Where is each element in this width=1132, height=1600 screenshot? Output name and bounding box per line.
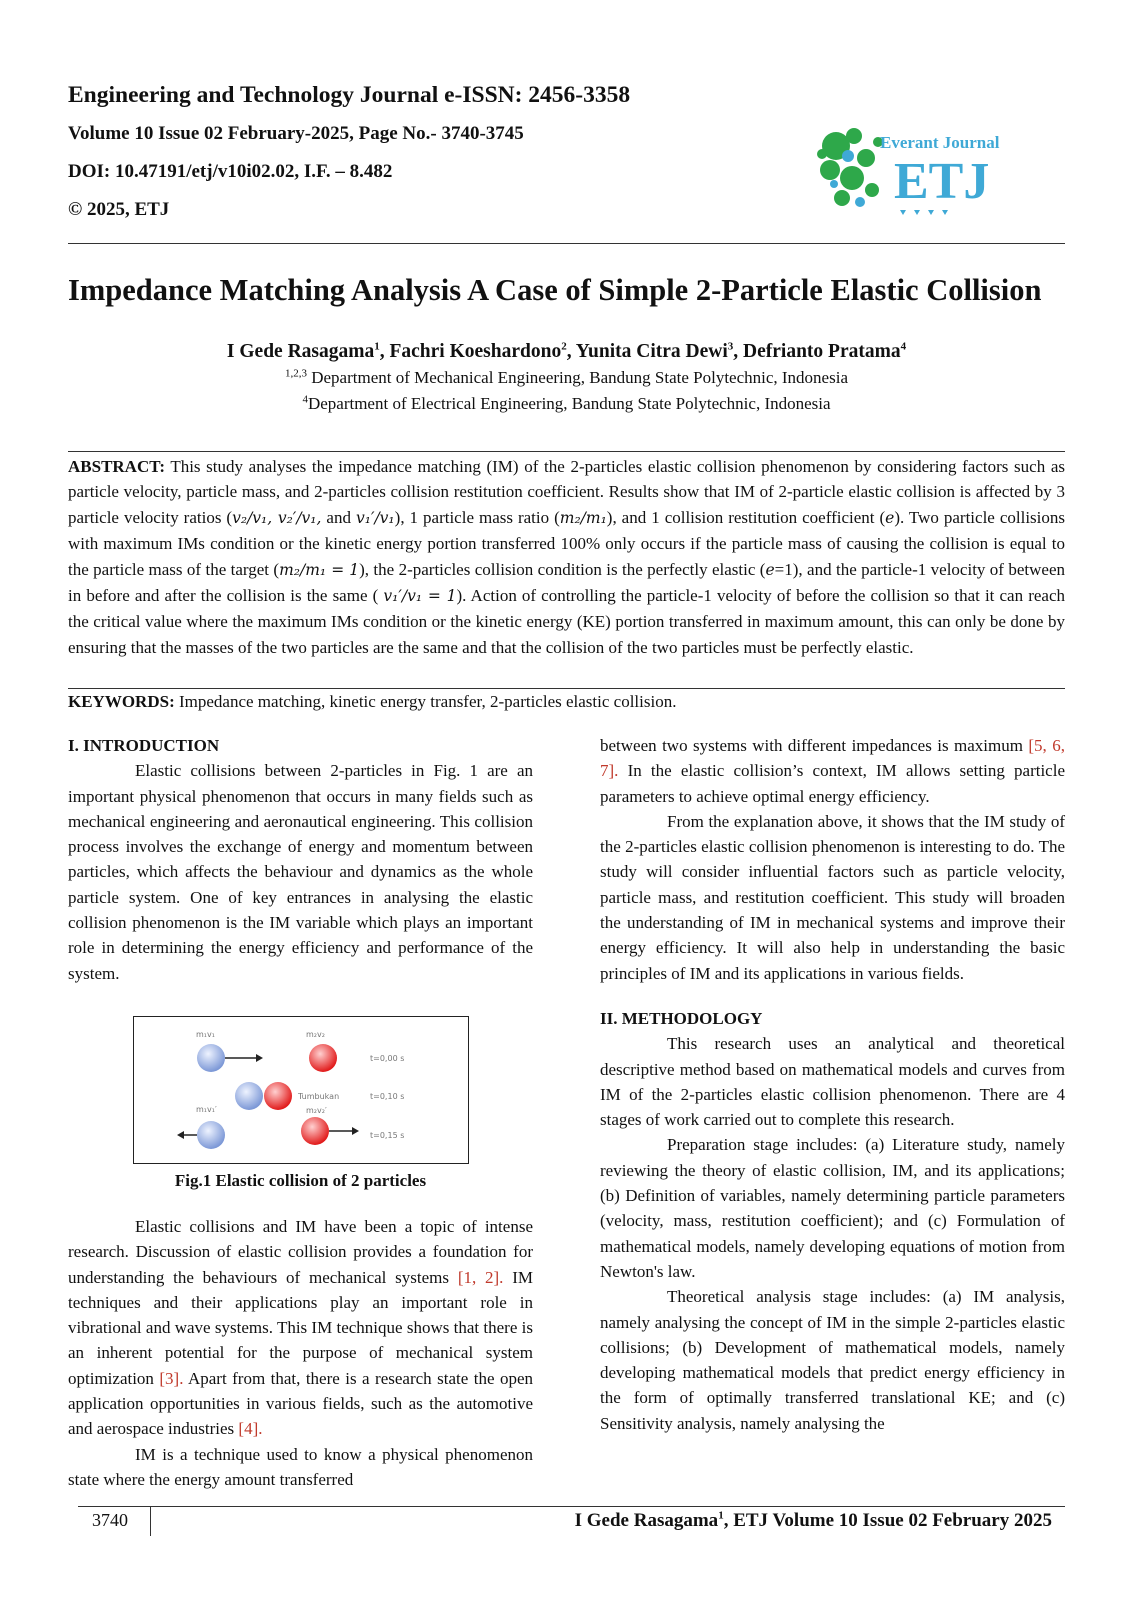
label-m1v1: m₁v₁ [196,1030,215,1039]
abstract-top-rule [68,451,1065,452]
logo-wordmark: ETJ [894,153,990,210]
svg-text:t=0,00 s: t=0,00 s [370,1054,405,1063]
citation-link[interactable]: [4]. [238,1419,263,1439]
figure-1 [133,1016,469,1164]
footer-divider [150,1506,151,1536]
journal-header [68,80,768,223]
paragraph: Theoretical analysis stage includes: (a) IM analysis, namely analysing the concept of IM in the simple 2-particles elastic collisions; (b) Development of mathematical models, namely developing mathematical models that predict energy efficiency in the form of optimally transferred translational KE; and (c) Sensitivity analysis, namely analysing the [600,1287,1065,1433]
citation-link[interactable]: [1, 2]. [457,1267,504,1287]
logo-tagline: Everant Journal [880,133,1000,152]
paragraph: between two systems with different impedances is maximum [5, 6, 7]. In the elastic collision’s context, IM allows setting particle parameters to achieve optimal energy efficiency. [600,736,1065,806]
svg-text:t=0,10 s: t=0,10 s [370,1092,405,1101]
figure-caption: Fig.1 Elastic collision of 2 particles [174,1171,427,1190]
page-number: 3740 [92,1510,128,1530]
abstract-bottom-rule [68,688,1065,689]
particle-1-before [197,1044,225,1072]
citation-link[interactable]: [3]. [159,1368,184,1388]
paragraph: Elastic collisions between 2-particles in Fig. 1 are an important physical phenomenon that occurs in many fields such as mechanical engineering and aeronautical engineering. This collision process involves the exchange of energy and momentum between particles, which affects the behaviour and dynamics as the whole particle system. One of key entrances in analysing the elastic collision phenomenon is the IM variable which plays an important role in determining the energy efficiency and performance of the system. [68,761,533,983]
running-footer: I Gede Rasagama$^1$, ETJ Volume 10 Issue 02 February 2025 [574,1509,1052,1531]
section-heading-methodology: II. METHODOLOGY [600,1008,763,1028]
collision-diagram [134,1017,468,1163]
svg-text:m₂v₂′: m₂v₂′ [306,1106,327,1115]
section-heading-introduction: I. INTRODUCTION [68,736,220,755]
svg-text:m₂v₂: m₂v₂ [306,1030,325,1039]
affiliation-1: $^{1,2,3}$ Department of Mechanical Engineering, Bandung State Polytechnic, Indonesia [284,367,848,387]
doi-info: DOI: 10.47191/etj/v10i02.02, I.F. – 8.482 [68,161,393,182]
right-column [600,733,1065,1436]
affiliation-2: $^4$Department of Electrical Engineering, Bandung State Polytechnic, Indonesia [302,393,831,413]
paragraph: IM is a technique used to know a physical phenomenon state where the energy amount transferred [68,1444,533,1489]
abstract: ABSTRACT: This study analyses the impedance matching (IM) of the 2-particles elastic collision phenomenon by considering factors such as particle velocity, particle mass, and 2-particles collision restitution coefficient. Results show that IM of 2-particle elastic collision is affected by 3 particle velocity ratios (v₂/v₁, v₂′/v₁, and v₁′/v₁), 1 particle mass ratio (m₂/m₁), and 1 collision restitution coefficient (e). Two particle collisions with maximum IMs condition or the kinetic energy portion transferred 100% only occurs if the particle mass of causing the collision is equal to the particle mass of the target (m₂/m₁ = 1), the 2-particles collision condition is the perfectly elastic (e=1), and the particle-1 velocity of between in before and after the collision is the same ( v₁′/v₁ = 1). Action of controlling the particle-1 velocity of before the collision so that it can reach the critical value where the maximum IMs condition or the kinetic energy (KE) portion transferred in maximum amount, this can only be done by ensuring that the masses of the two particles are the same and that the collision of the two particles must be perfectly elastic. [68,457,1066,657]
etj-logo [808,118,1018,222]
particle-1-after [197,1121,225,1149]
paragraph: Elastic collisions and IM have been a topic of intense research. Discussion of elastic collision provides a foundation for understanding the behaviours of mechanical systems [1, 2]. IM techniques and their applications play an important role in vibrational and wave systems. This IM technique shows that there is an inherent potential for the purpose of mechanical system optimization [3]. Apart from that, there is a research state the open application opportunities in various fields, such as the automotive and aerospace industries [4]. [68,1217,534,1439]
citation-link[interactable]: [5, 6, 7]. [600,736,1065,781]
volume-info: Volume 10 Issue 02 February-2025, Page No.- 3740-3745 [68,123,524,144]
svg-text:t=0,15 s: t=0,15 s [370,1131,405,1140]
svg-text:Tumbukan: Tumbukan [298,1092,340,1101]
particle-2-before [309,1044,337,1072]
left-column-top [68,733,533,986]
paper-title: Impedance Matching Analysis A Case of Simple 2-Particle Elastic Collision [68,273,1042,307]
journal-name: Engineering and Technology Journal e-ISSN: 2456-3358 [68,82,631,108]
svg-text:m₁v₁′: m₁v₁′ [196,1105,217,1114]
copyright: © 2025, ETJ [68,199,170,220]
particle-1-collision [235,1082,263,1110]
keywords: KEYWORDS: Impedance matching, kinetic energy transfer, 2-particles elastic collision. [68,692,677,711]
particle-2-collision [264,1082,292,1110]
left-column-bottom [68,1214,533,1492]
particle-2-after [301,1117,329,1145]
footer-rule [78,1506,1065,1507]
author-list: I Gede Rasagama$^1$, Fachri Koeshardono$^2$, Yunita Citra Dewi$^3$, Defrianto Pratama$^4$ [226,340,907,362]
paragraph: From the explanation above, it shows that the IM study of the 2-particles elastic collision phenomenon is interesting to do. The study will consider influential factors such as particle velocity, particle mass, and restitution coefficient. This study will broaden the understanding of IM in mechanical systems and improve their energy efficiency. It will also help in understanding the basic principles of IM and its applications in various fields. [600,811,1065,983]
paragraph: Preparation stage includes: (a) Literature study, namely reviewing the theory of elastic collision, IM, and its applications; (b) Definition of variables, namely determining particle parameters (velocity, mass, restitution coefficient); and (c) Formulation of mathematical models, namely developing equations of motion from Newton's law. [600,1135,1065,1281]
header-rule [68,243,1065,244]
paragraph: This research uses an analytical and theoretical descriptive method based on mathematical models and curves from IM of the 2-particles elastic collision phenomenon. There are 4 stages of work carried out to complete this research. [600,1034,1065,1130]
